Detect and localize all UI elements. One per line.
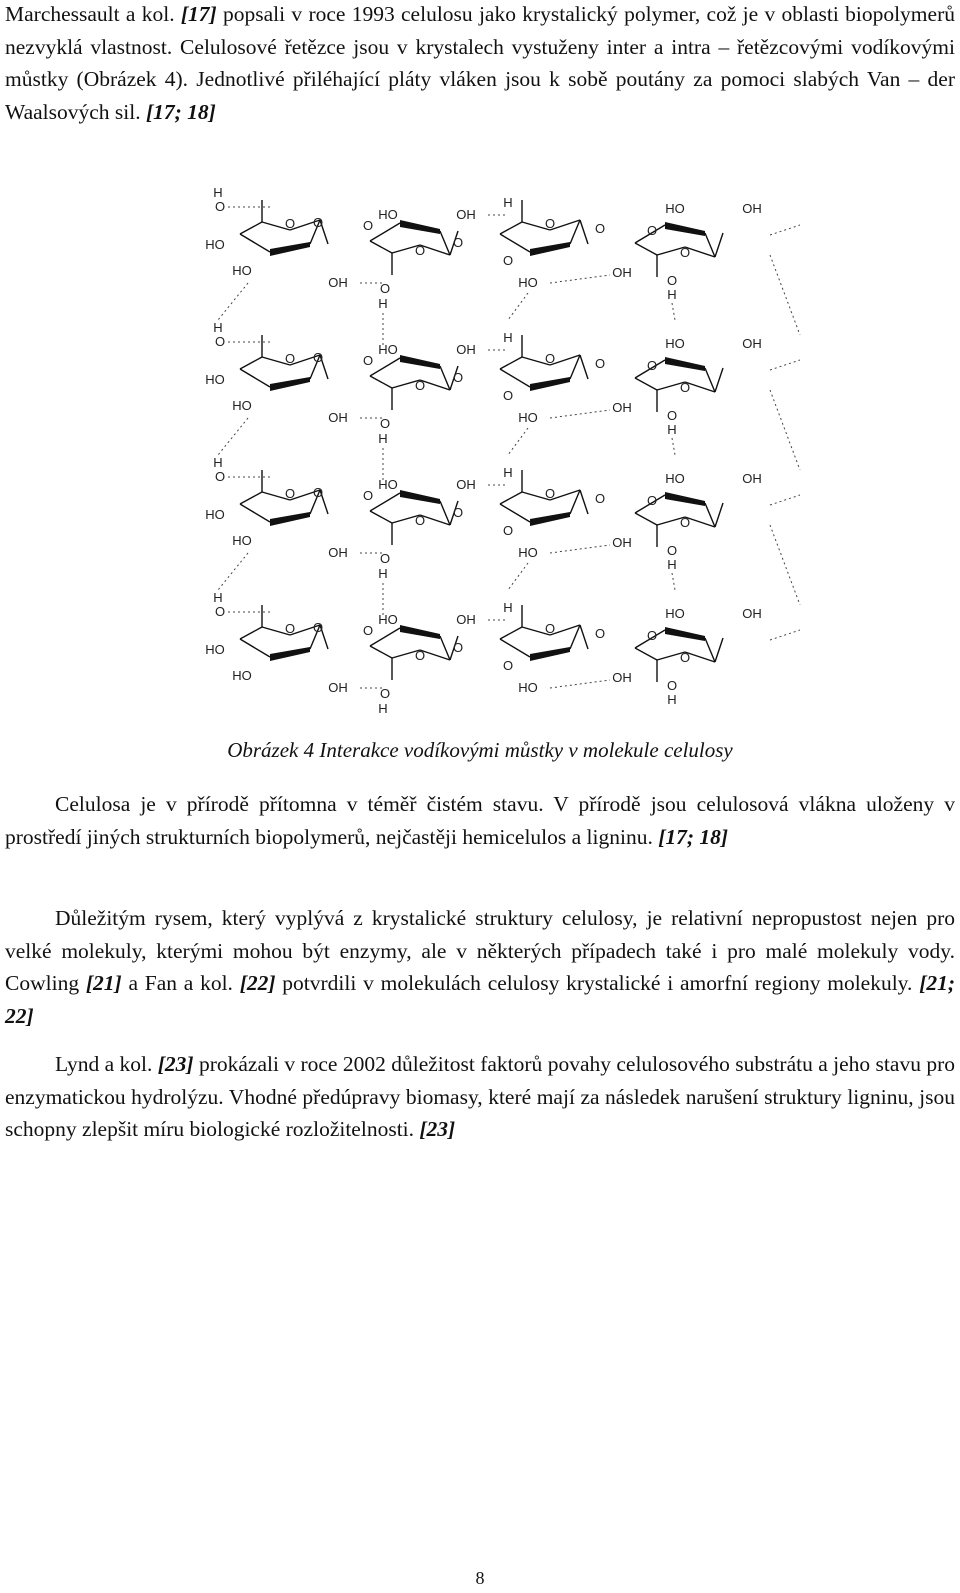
hydroxyl-label: HO [518,410,538,425]
bond-line [240,504,270,522]
figure-caption: Obrázek 4 Interakce vodíkovými můstky v molekule celulosy [227,738,733,762]
hydrogen-label: H [213,185,223,200]
oxygen-label: O [379,281,391,296]
glycosidic-oxygen-label: O [594,221,606,236]
oxygen-label: O [214,199,226,214]
inter-sheet-h-bond [672,573,675,590]
ring-oxygen-label: O [414,513,426,528]
hydroxyl-label: OH [456,207,476,222]
text: Lynd a kol. [55,1052,158,1076]
bond-line [370,493,400,511]
hydrogen-label: H [667,287,677,302]
glycosidic-oxygen-label: O [646,493,658,508]
inter-sheet-h-bond [218,553,248,590]
ring-oxygen-label: O [284,216,296,231]
inter-sheet-h-bond [770,525,800,605]
bond-line [570,490,580,514]
ring-oxygen-label: O [544,216,556,231]
paragraph-nature [5,788,955,853]
hydroxyl-label: OH [456,612,476,627]
bond-line [370,646,392,658]
bond-line [370,628,400,646]
oxygen-label: O [666,543,678,558]
oxygen-label: O [666,678,678,693]
wedge-bond [665,627,705,641]
ring-oxygen-label: O [544,621,556,636]
wedge-bond [270,377,310,391]
hydroxyl-label: OH [612,670,632,685]
inter-sheet-h-bond [672,303,675,320]
bond-line [715,503,723,527]
h-bond-line [550,275,610,283]
bond-line [370,511,392,523]
citation: [22] [239,971,276,995]
bond-line [240,369,270,387]
wedge-bond [665,357,705,371]
hydrogen-label: H [667,557,677,572]
hydroxyl-label: HO [205,237,225,252]
ring-oxygen-label: O [544,351,556,366]
cellulose-hydrogen-bond-figure [170,175,830,716]
ring-oxygen-label: O [284,351,296,366]
citation: [23] [157,1052,194,1076]
hydrogen-label: H [667,422,677,437]
text: prokázali v roce 2002 důležitost faktorů povahy celulosového substrátu a jeho stavu pro enzymatickou hydrolýzu. Vhodné předúpravy biomasy, které mají za následek narušení struktury ligninu, jsou schopny zlepšit míru biologické rozložitelnosti. [5,1052,955,1141]
text: a Fan a kol. [121,971,240,995]
hydroxyl-label: OH [742,201,762,216]
bond-line [715,638,723,662]
inter-sheet-h-bond [508,428,528,455]
hydroxyl-label: HO [205,642,225,657]
hydrogen-label: H [213,590,223,605]
oxygen-label: O [379,686,391,701]
bond-line [580,220,588,244]
h-bond-line [550,410,610,418]
glycosidic-oxygen-label: O [312,215,324,230]
bond-line [500,639,530,657]
bond-line [440,636,450,660]
glycosidic-oxygen-label: O [646,358,658,373]
bond-line [580,625,588,649]
h-bond-line [770,495,800,505]
h-bond-line [770,225,800,235]
glycosidic-oxygen-label: O [594,356,606,371]
page-number: 8 [475,1568,485,1588]
oxygen-label: O [666,273,678,288]
glycosidic-oxygen-label: O [452,505,464,520]
bond-line [240,234,270,252]
h-bond-line [550,680,610,688]
glycosidic-oxygen-label: O [312,485,324,500]
wedge-bond [400,490,440,504]
oxygen-label: O [379,551,391,566]
bond-line [500,234,530,252]
inter-sheet-h-bond [770,390,800,470]
ring-oxygen-label: O [284,621,296,636]
glycosidic-oxygen-label: O [452,370,464,385]
wedge-bond [530,647,570,661]
oxygen-label: O [379,416,391,431]
hydroxyl-label: OH [328,275,348,290]
hydrogen-label: H [667,692,677,707]
ring-oxygen-label: O [414,378,426,393]
bond-line [240,639,270,657]
hydrogen-label: H [378,296,388,311]
bond-line [240,492,262,504]
bond-line [370,223,400,241]
glycosidic-oxygen-label: O [312,620,324,635]
oxygen-label: O [214,604,226,619]
glycosidic-oxygen-label: O [502,523,514,538]
bond-line [705,233,715,257]
glycosidic-oxygen-label: O [646,628,658,643]
citation: [17; 18] [658,824,729,849]
bond-line [500,504,530,522]
hydroxyl-label: OH [456,342,476,357]
bond-line [500,369,530,387]
wedge-bond [530,512,570,526]
text: popsali v roce 1993 celulosu jako krystalický polymer, což je v oblasti biopolymerů nezvyklá vlastnost. Celulosové řetězce jsou v krystalech vystuženy inter a intra – řetězcovými vodíkovými můstky (Obrázek 4). Jednotlivé přiléhající pláty vláken jsou k sobě poutány za pomoci slabých Van – der Waalsových sil. [5,2,955,124]
hydroxyl-label: OH [328,545,348,560]
hydroxyl-label: OH [328,410,348,425]
h-bond-line [550,545,610,553]
bond-line [440,366,450,390]
citation: [17] [180,2,217,26]
hydroxyl-label: OH [612,400,632,415]
paragraph-enzymatic [5,1048,955,1146]
hydrogen-label: H [503,195,513,210]
hydrogen-label: H [213,320,223,335]
wedge-bond [530,242,570,256]
hydroxyl-label: HO [378,477,398,492]
hydroxyl-label: HO [232,668,252,683]
bond-line [705,368,715,392]
text: Celulosa je v přírodě přítomna v téměř čistém stavu. V přírodě jsou celulosová vlákna uloženy v prostředí jiných strukturních biopolymerů, nejčastěji hemicelulos a ligninu. [5,792,955,849]
h-bond-line [770,630,800,640]
bond-line [440,501,450,525]
hydroxyl-label: OH [742,606,762,621]
bond-line [715,368,723,392]
glycosidic-oxygen-label: O [452,235,464,250]
glycosidic-oxygen-label: O [362,353,374,368]
hydroxyl-label: HO [665,336,685,351]
oxygen-label: O [666,408,678,423]
bond-line [500,492,522,504]
hydroxyl-label: HO [665,201,685,216]
bond-line [580,490,588,514]
ring-oxygen-label: O [679,650,691,665]
hydroxyl-label: OH [742,336,762,351]
text: Marchessault a kol. [5,2,181,26]
oxygen-label: O [214,469,226,484]
bond-line [635,243,657,255]
glycosidic-oxygen-label: O [646,223,658,238]
paragraph-intro [5,0,955,128]
wedge-bond [270,512,310,526]
hydroxyl-label: OH [456,477,476,492]
glycosidic-oxygen-label: O [312,350,324,365]
citation: [17; 18] [145,99,216,124]
hydrogen-label: H [378,431,388,446]
glycosidic-oxygen-label: O [594,626,606,641]
glycosidic-oxygen-label: O [502,658,514,673]
hydroxyl-label: HO [665,606,685,621]
ring-oxygen-label: O [544,486,556,501]
glycosidic-oxygen-label: O [502,388,514,403]
paragraph-crystalline [5,902,955,1032]
bond-line [570,625,580,649]
inter-sheet-h-bond [508,293,528,320]
wedge-bond [400,220,440,234]
text: potvrdili v molekulách celulosy krystalické i amorfní regiony molekuly. [275,971,920,995]
hydroxyl-label: HO [378,342,398,357]
hydrogen-label: H [378,701,388,716]
ring-oxygen-label: O [679,515,691,530]
bond-line [715,233,723,257]
wedge-bond [665,492,705,506]
ring-oxygen-label: O [679,245,691,260]
bond-line [570,220,580,244]
bond-line [240,222,262,234]
bond-line [370,376,392,388]
hydroxyl-label: OH [612,535,632,550]
wedge-bond [665,222,705,236]
hydroxyl-label: HO [378,207,398,222]
bond-line [370,241,392,253]
inter-sheet-h-bond [672,438,675,455]
hydrogen-label: H [503,330,513,345]
citation: [21] [85,971,122,995]
hydroxyl-label: OH [742,471,762,486]
bond-line [705,638,715,662]
hydroxyl-label: OH [612,265,632,280]
inter-sheet-h-bond [770,255,800,335]
bond-line [635,648,657,660]
glycosidic-oxygen-label: O [452,640,464,655]
wedge-bond [270,242,310,256]
glycosidic-oxygen-label: O [362,218,374,233]
bond-line [635,513,657,525]
h-bond-line [770,360,800,370]
ring-oxygen-label: O [414,243,426,258]
glycosidic-oxygen-label: O [594,491,606,506]
bond-line [500,627,522,639]
wedge-bond [270,647,310,661]
hydroxyl-label: HO [378,612,398,627]
hydroxyl-label: HO [518,275,538,290]
glycosidic-oxygen-label: O [502,253,514,268]
hydroxyl-label: HO [232,398,252,413]
glycosidic-oxygen-label: O [362,623,374,638]
oxygen-label: O [214,334,226,349]
bond-line [500,357,522,369]
wedge-bond [530,377,570,391]
bond-line [580,355,588,379]
ring-oxygen-label: O [414,648,426,663]
bond-line [240,357,262,369]
citation: [21; 22] [5,971,956,1028]
hydroxyl-label: HO [232,533,252,548]
bond-line [705,503,715,527]
glycosidic-oxygen-label: O [362,488,374,503]
ring-oxygen-label: O [679,380,691,395]
hydrogen-label: H [503,465,513,480]
ring-oxygen-label: O [284,486,296,501]
wedge-bond [400,625,440,639]
bond-line [635,378,657,390]
inter-sheet-h-bond [218,418,248,455]
bond-line [570,355,580,379]
inter-sheet-h-bond [218,283,248,320]
bond-line [240,627,262,639]
hydroxyl-label: HO [205,507,225,522]
hydrogen-label: H [503,600,513,615]
bond-line [500,222,522,234]
hydroxyl-label: HO [518,680,538,695]
inter-sheet-h-bond [508,563,528,590]
hydroxyl-label: HO [665,471,685,486]
text: Důležitým rysem, který vyplývá z krystalické struktury celulosy, je relativní nepropustost nejen pro velké molekuly, kterými mohou být enzymy, ale v některých případech také i pro malé molekuly vody. Cowling [5,906,955,995]
hydroxyl-label: HO [232,263,252,278]
hydroxyl-label: OH [328,680,348,695]
hydrogen-label: H [213,455,223,470]
citation: [23] [419,1117,456,1141]
hydrogen-label: H [378,566,388,581]
hydroxyl-label: HO [205,372,225,387]
hydroxyl-label: HO [518,545,538,560]
bond-line [370,358,400,376]
wedge-bond [400,355,440,369]
bond-line [440,231,450,255]
